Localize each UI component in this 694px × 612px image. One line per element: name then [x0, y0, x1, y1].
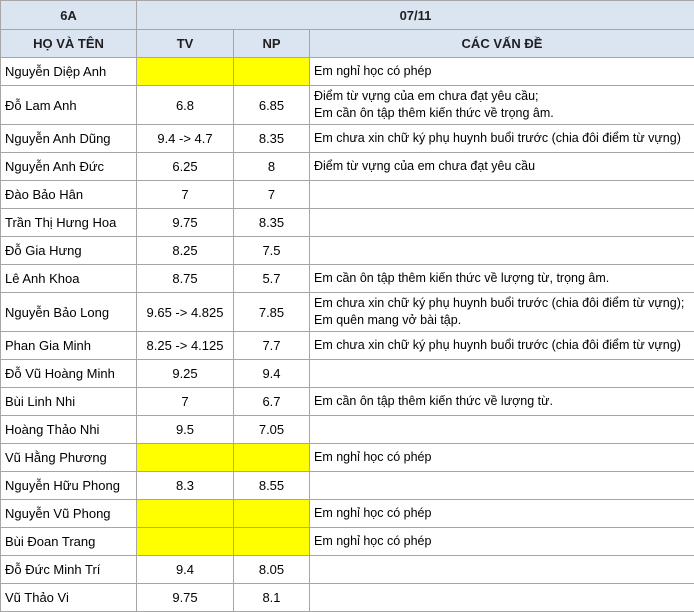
date-cell[interactable]: 07/11	[137, 1, 694, 30]
np-score-cell[interactable]: 6.7	[234, 388, 310, 416]
tv-score-cell[interactable]: 9.65 -> 4.825	[137, 293, 234, 332]
tv-score-cell[interactable]: 9.75	[137, 584, 234, 612]
tv-score-cell[interactable]: 9.4	[137, 556, 234, 584]
student-name-cell[interactable]: Đỗ Lam Anh	[1, 86, 137, 125]
student-name-cell[interactable]: Nguyễn Hữu Phong	[1, 472, 137, 500]
issues-cell[interactable]	[310, 181, 694, 209]
np-score-cell[interactable]	[234, 528, 310, 556]
student-rows	[1, 58, 694, 612]
header-row-class	[1, 1, 694, 30]
student-name-cell[interactable]: Trần Thị Hưng Hoa	[1, 209, 137, 237]
np-score-cell[interactable]: 8.35	[234, 125, 310, 153]
student-name-cell[interactable]: Nguyễn Vũ Phong	[1, 500, 137, 528]
np-score-cell[interactable]: 7.7	[234, 332, 310, 360]
student-name-cell[interactable]: Nguyễn Anh Đức	[1, 153, 137, 181]
tv-score-cell[interactable]: 8.25	[137, 237, 234, 265]
tv-score-cell[interactable]: 6.8	[137, 86, 234, 125]
np-score-cell[interactable]: 7.05	[234, 416, 310, 444]
np-score-cell[interactable]: 9.4	[234, 360, 310, 388]
issues-cell[interactable]	[310, 444, 694, 472]
table-row	[1, 153, 694, 181]
np-score-cell[interactable]	[234, 58, 310, 86]
student-name-cell[interactable]: Bùi Đoan Trang	[1, 528, 137, 556]
student-name-cell[interactable]: Nguyễn Diệp Anh	[1, 58, 137, 86]
table-row	[1, 332, 694, 360]
issues-cell[interactable]	[310, 237, 694, 265]
table-row	[1, 58, 694, 86]
issue-note: Em nghỉ học có phép	[314, 64, 432, 78]
issues-cell[interactable]	[310, 388, 694, 416]
table-row	[1, 388, 694, 416]
table-row	[1, 209, 694, 237]
issues-cell[interactable]	[310, 293, 694, 332]
student-name-cell[interactable]: Nguyễn Anh Dũng	[1, 125, 137, 153]
issues-cell[interactable]	[310, 556, 694, 584]
issue-note: Em quên mang vở bài tập.	[314, 313, 462, 327]
table-row	[1, 556, 694, 584]
issue-note: Em cần ôn tập thêm kiến thức về trọng âm.	[314, 106, 554, 120]
issues-cell[interactable]	[310, 125, 694, 153]
issue-note: Em cần ôn tập thêm kiến thức về lượng từ, trọng âm.	[314, 271, 610, 285]
np-score-cell[interactable]	[234, 444, 310, 472]
student-name-cell[interactable]: Vũ Hằng Phương	[1, 444, 137, 472]
table-row	[1, 265, 694, 293]
issue-note: Em chưa xin chữ ký phụ huynh buổi trước (chia đôi điểm từ vựng);	[314, 296, 685, 310]
issues-cell[interactable]	[310, 584, 694, 612]
tv-score-cell[interactable]: 9.4 -> 4.7	[137, 125, 234, 153]
student-name-cell[interactable]: Đỗ Đức Minh Trí	[1, 556, 137, 584]
table-row	[1, 360, 694, 388]
tv-score-cell[interactable]	[137, 528, 234, 556]
tv-score-cell[interactable]: 8.25 -> 4.125	[137, 332, 234, 360]
student-name-cell[interactable]: Đào Bảo Hân	[1, 181, 137, 209]
header-row-columns	[1, 30, 694, 58]
np-score-cell[interactable]: 7.85	[234, 293, 310, 332]
np-score-cell[interactable]	[234, 500, 310, 528]
issue-note: Em cần ôn tập thêm kiến thức về lượng từ.	[314, 394, 553, 408]
issues-cell[interactable]	[310, 360, 694, 388]
np-score-cell[interactable]: 7.5	[234, 237, 310, 265]
issues-cell[interactable]	[310, 500, 694, 528]
issue-note: Em nghỉ học có phép	[314, 534, 432, 548]
issues-cell[interactable]	[310, 472, 694, 500]
student-name-cell[interactable]: Vũ Thảo Vi	[1, 584, 137, 612]
issues-cell[interactable]	[310, 86, 694, 125]
np-score-cell[interactable]: 8.05	[234, 556, 310, 584]
np-score-cell[interactable]: 8	[234, 153, 310, 181]
issue-note: Điểm từ vựng của em chưa đạt yêu cầu	[314, 159, 536, 173]
issue-note: Em chưa xin chữ ký phụ huynh buổi trước (chia đôi điểm từ vựng)	[314, 131, 681, 145]
tv-score-cell[interactable]: 6.25	[137, 153, 234, 181]
issue-note: Em chưa xin chữ ký phụ huynh buổi trước (chia đôi điểm từ vựng)	[314, 338, 681, 352]
table-row	[1, 584, 694, 612]
issues-cell[interactable]	[310, 416, 694, 444]
student-name-cell[interactable]: Bùi Linh Nhi	[1, 388, 137, 416]
issues-cell[interactable]	[310, 153, 694, 181]
issue-note: Điểm từ vựng của em chưa đạt yêu cầu;	[314, 89, 539, 103]
table-row	[1, 86, 694, 125]
tv-score-cell[interactable]: 7	[137, 388, 234, 416]
table-row	[1, 181, 694, 209]
tv-score-cell[interactable]: 9.25	[137, 360, 234, 388]
np-score-cell[interactable]: 8.35	[234, 209, 310, 237]
table-row	[1, 237, 694, 265]
tv-score-cell[interactable]	[137, 58, 234, 86]
tv-score-cell[interactable]: 8.75	[137, 265, 234, 293]
student-name-cell[interactable]: Phan Gia Minh	[1, 332, 137, 360]
table-row	[1, 125, 694, 153]
table-row	[1, 416, 694, 444]
np-score-cell[interactable]: 7	[234, 181, 310, 209]
tv-score-cell[interactable]: 8.3	[137, 472, 234, 500]
tv-score-cell[interactable]: 7	[137, 181, 234, 209]
tv-score-cell[interactable]: 9.75	[137, 209, 234, 237]
np-score-cell[interactable]: 8.55	[234, 472, 310, 500]
np-score-cell[interactable]: 8.1	[234, 584, 310, 612]
table-row	[1, 444, 694, 472]
tv-score-cell[interactable]: 9.5	[137, 416, 234, 444]
issues-cell[interactable]	[310, 58, 694, 86]
student-name-cell[interactable]: Lê Anh Khoa	[1, 265, 137, 293]
student-name-cell[interactable]: Nguyễn Bảo Long	[1, 293, 137, 332]
issues-cell[interactable]	[310, 332, 694, 360]
column-header-name[interactable]: HỌ VÀ TÊN	[1, 30, 137, 58]
np-score-cell[interactable]: 5.7	[234, 265, 310, 293]
issues-cell[interactable]	[310, 528, 694, 556]
issues-cell[interactable]	[310, 209, 694, 237]
table-row	[1, 500, 694, 528]
table-row	[1, 472, 694, 500]
student-name-cell[interactable]: Hoàng Thảo Nhi	[1, 416, 137, 444]
table-row	[1, 293, 694, 332]
class-name-cell[interactable]: 6A	[1, 1, 137, 30]
student-name-cell[interactable]: Đỗ Gia Hưng	[1, 237, 137, 265]
np-score-cell[interactable]: 6.85	[234, 86, 310, 125]
issue-note: Em nghỉ học có phép	[314, 450, 432, 464]
issues-cell[interactable]	[310, 265, 694, 293]
tv-score-cell[interactable]	[137, 500, 234, 528]
issue-note: Em nghỉ học có phép	[314, 506, 432, 520]
table-row	[1, 528, 694, 556]
column-header-issues[interactable]: CÁC VẤN ĐỀ	[310, 30, 694, 58]
student-name-cell[interactable]: Đỗ Vũ Hoàng Minh	[1, 360, 137, 388]
column-header-np[interactable]: NP	[234, 30, 310, 58]
tv-score-cell[interactable]	[137, 444, 234, 472]
column-header-tv[interactable]: TV	[137, 30, 234, 58]
